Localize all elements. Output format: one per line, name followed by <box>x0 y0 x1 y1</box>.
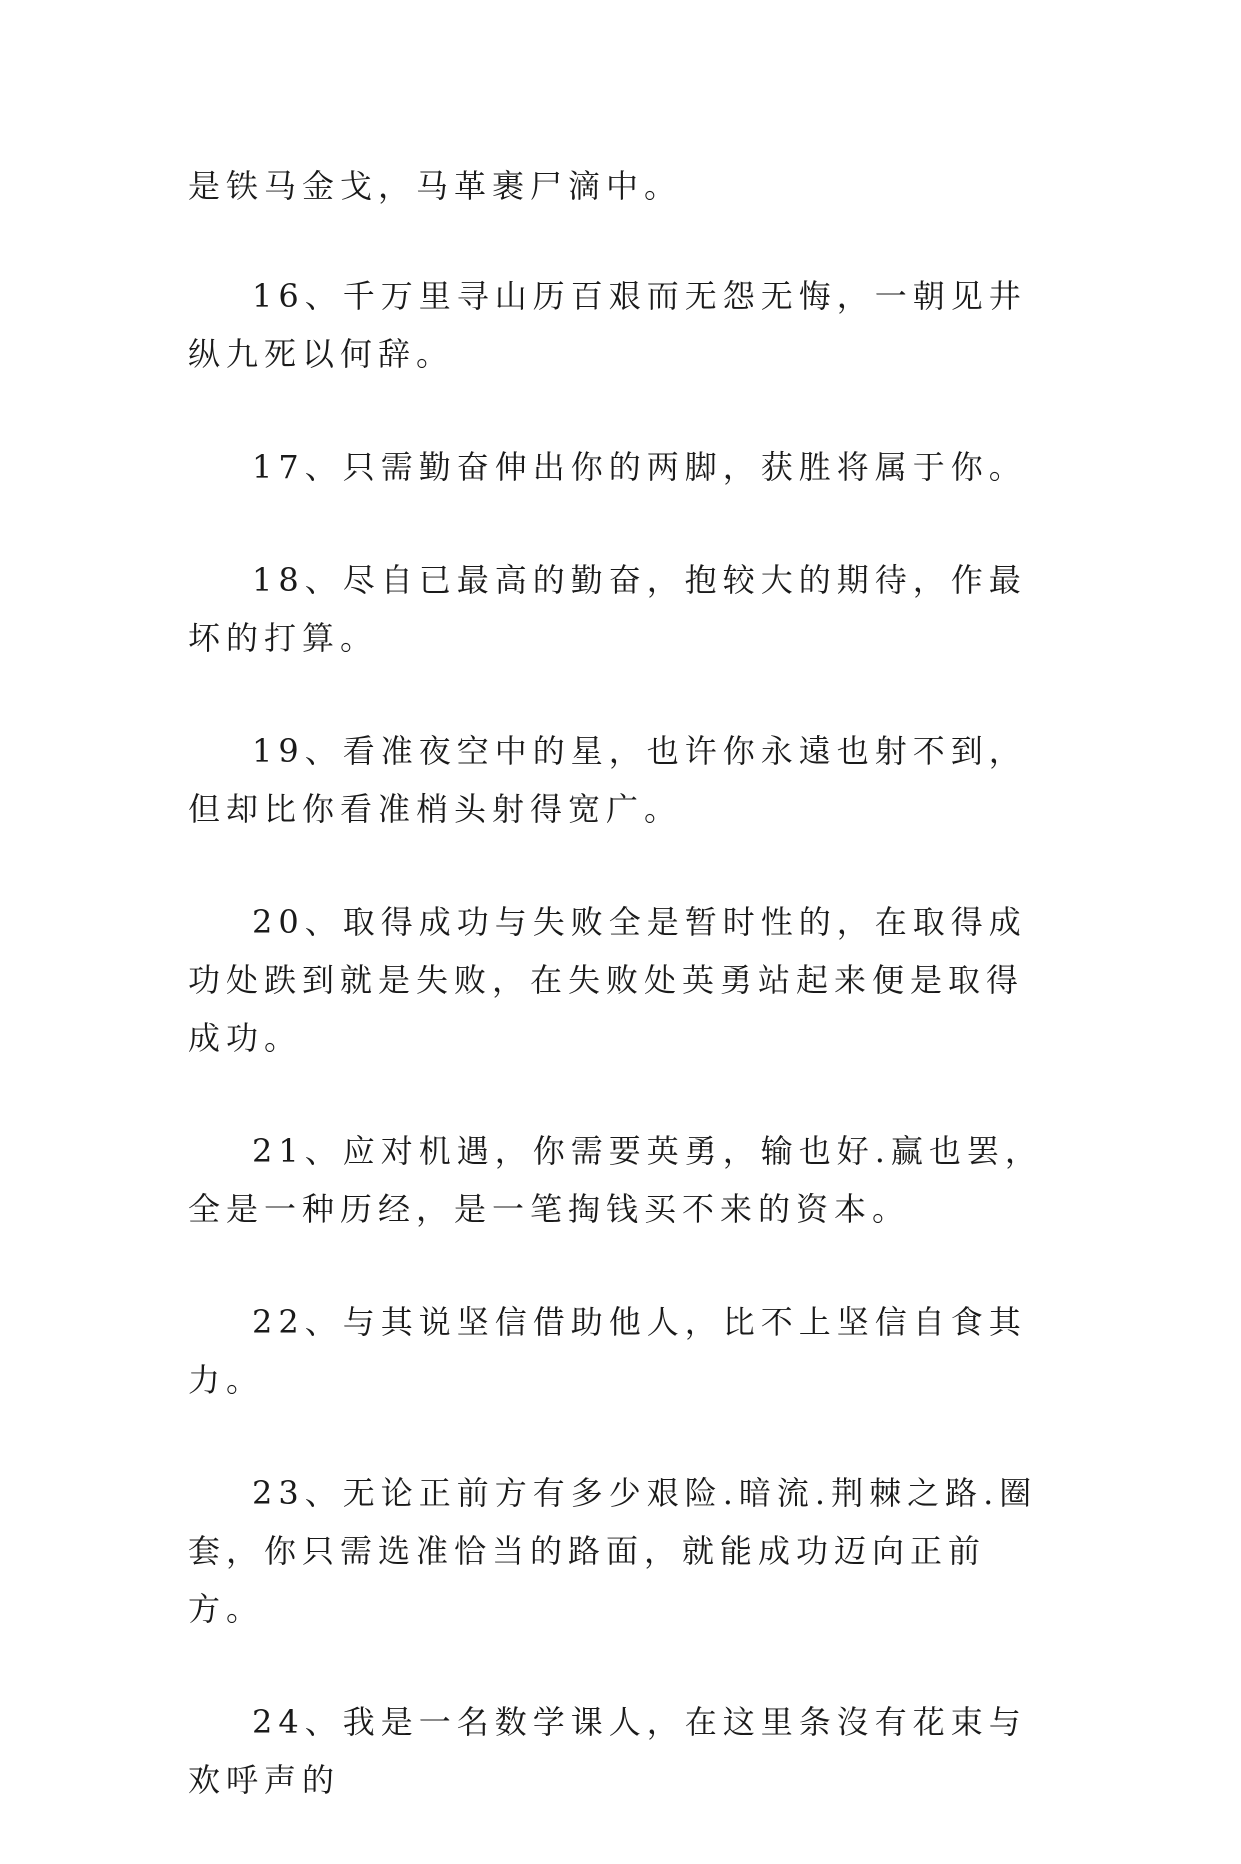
quote-18: 18、尽自已最高的勤奋，抱较大的期待，作最坏的打算。 <box>188 561 1027 657</box>
quote-23: 23、无论正前方有多少艰险.暗流.荆棘之路.圈套，你只需选准恰当的路面，就能成功迈向正前方。 <box>188 1474 1038 1628</box>
quote-21: 21、应对机遇，你需要英勇，输也好.赢也罢，全是一种历经，是一笔掏钱买不来的资本。 <box>188 1132 1043 1228</box>
quote-16: 16、千万里寻山历百艰而无怨无悔，一朝见井纵九死以何辞。 <box>188 277 1027 373</box>
document-body <box>188 157 1050 1864</box>
quote-19: 19、看准夜空中的星，也许你永遠也射不到，但却比你看准梢头射得宽广。 <box>188 732 1027 828</box>
quote-24: 24、我是一名数学课人，在这里条沒有花束与欢呼声的 <box>188 1703 1027 1799</box>
quote-17: 17、只需勤奋伸出你的两脚，获胜将属于你。 <box>252 448 1027 486</box>
paragraph-continuation: 是铁马金戈，马革裹尸滴中。 <box>188 167 683 205</box>
quote-20: 20、取得成功与失败全是暂时性的，在取得成功处跌到就是失败，在失败处英勇站起来便是取得成功。 <box>188 903 1027 1057</box>
quote-22: 22、与其说坚信借助他人，比不上坚信自食其力。 <box>188 1303 1027 1399</box>
